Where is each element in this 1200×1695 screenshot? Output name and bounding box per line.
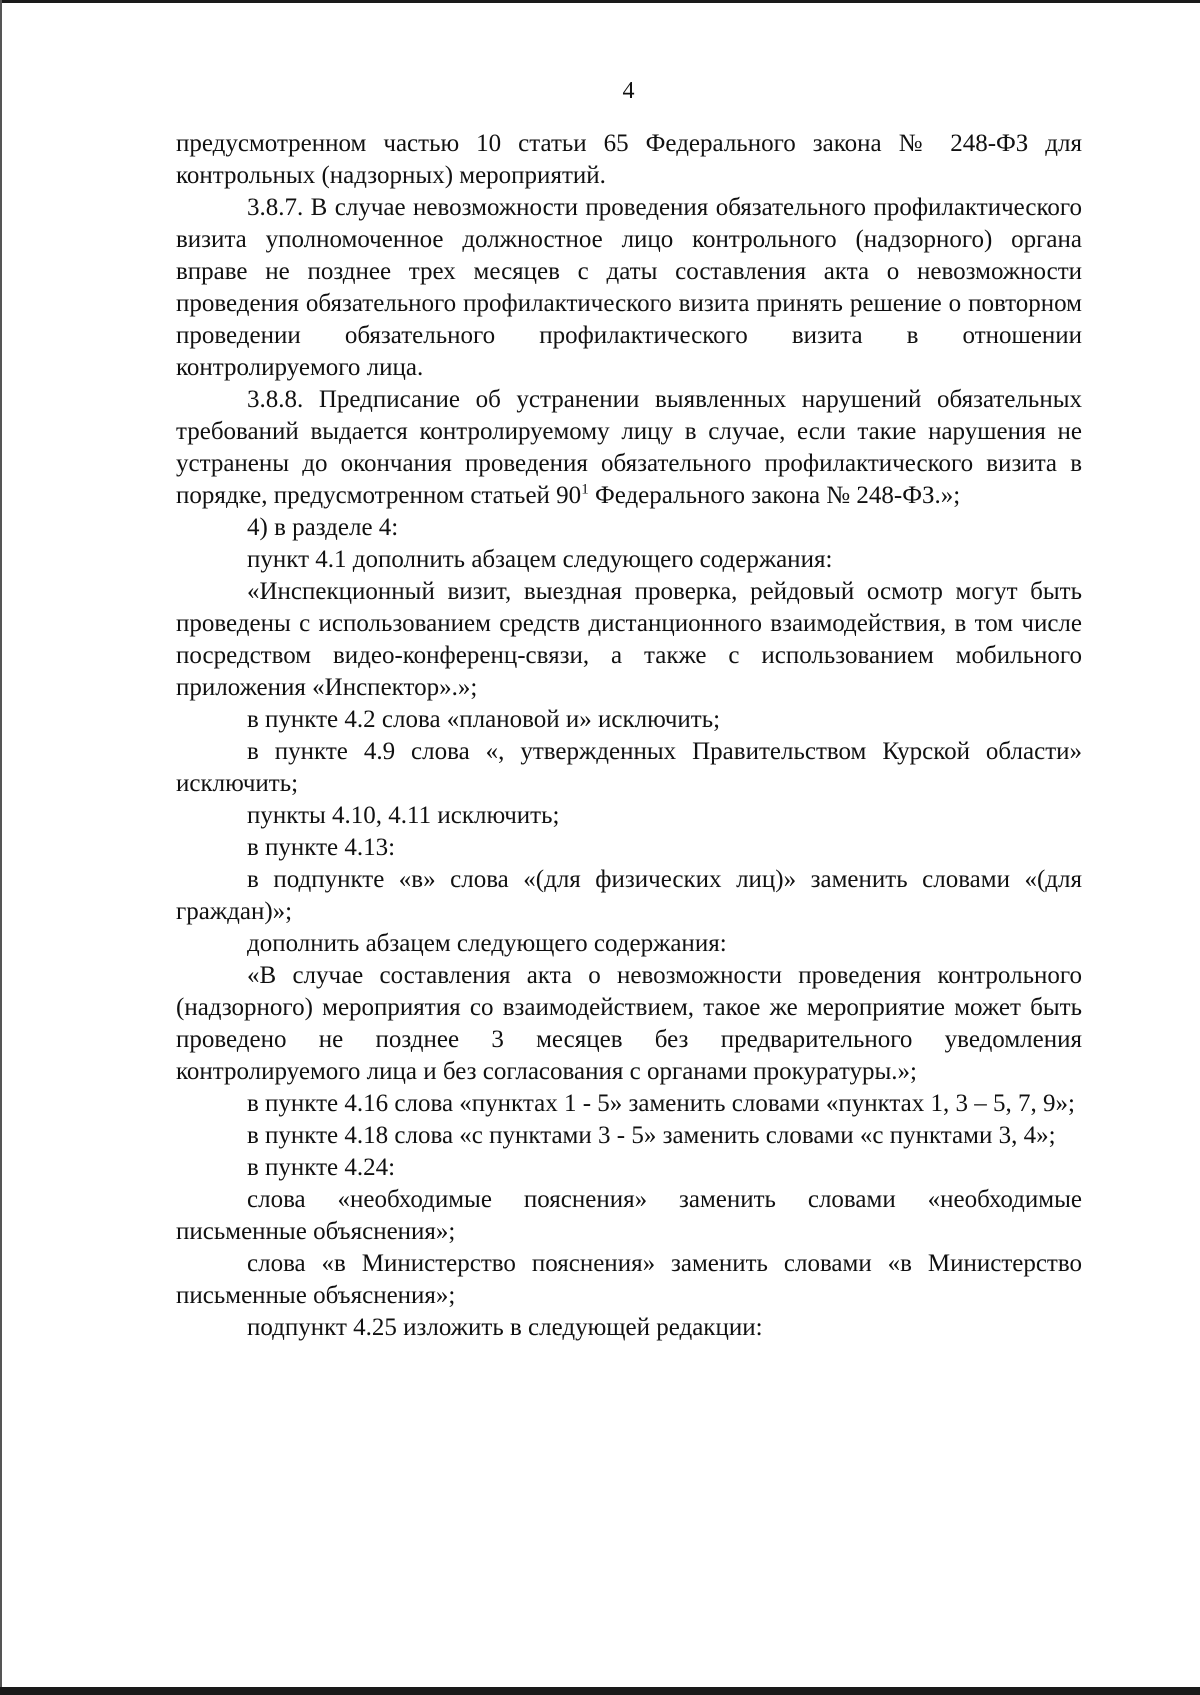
paragraph: подпункт 4.25 изложить в следующей редакции:: [247, 1314, 763, 1341]
paragraph: слова «необходимые пояснения» заменить словами «необходимые письменные объяснения»;: [176, 1186, 1082, 1245]
paragraph: 3.8.7. В случае невозможности проведения обязательного профилактического визита уполномоченное должностное лицо контрольного (надзорного) органа вправе не позднее трех месяцев с даты составления акта о невозможности проведения обязательного профилактического визита принять решение о повторном проведении обязательного профилактического визита в отношении контролируемого лица.: [176, 194, 1082, 381]
paragraph: в пункте 4.13:: [247, 834, 396, 861]
page-number: 4: [622, 78, 635, 104]
paragraph: [176, 384, 1082, 512]
paragraph-text: 3.8.8. Предписание об устранении выявленных нарушений обязательных требований выдается контролируемому лицу в случае, если такие нарушения не устранены до окончания проведения обязательного профилактического визита в порядке, предусмотренном статьей 90: [176, 386, 1082, 509]
paragraph: в пункте 4.24:: [247, 1154, 396, 1181]
paragraph: слова «в Министерство пояснения» заменить словами «в Министерство письменные объяснения»;: [176, 1250, 1082, 1309]
page-border-top: [0, 0, 1200, 3]
paragraph: 4) в разделе 4:: [247, 514, 399, 541]
paragraph: в пункте 4.16 слова «пунктах 1 - 5» заменить словами «пунктах 1, 3 – 5, 7, 9»;: [247, 1090, 1075, 1117]
paragraph: в пункте 4.2 слова «плановой и» исключить;: [247, 706, 721, 733]
page-border-left: [0, 0, 2, 1695]
paragraph: в пункте 4.18 слова «с пунктами 3 - 5» заменить словами «с пунктами 3, 4»;: [247, 1122, 1056, 1149]
page-border-bottom: [0, 1687, 1200, 1695]
paragraph: пункты 4.10, 4.11 исключить;: [247, 802, 560, 829]
paragraph: в пункте 4.9 слова «, утвержденных Правительством Курской области» исключить;: [176, 738, 1082, 797]
paragraph: пункт 4.1 дополнить абзацем следующего содержания:: [247, 546, 833, 573]
document-body: [176, 128, 1082, 1344]
paragraph: «В случае составления акта о невозможности проведения контрольного (надзорного) мероприятия со взаимодействием, такое же мероприятие может быть проведено не позднее 3 месяцев без предварительного уведомления контролируемого лица и без согласования с органами прокуратуры.»;: [176, 962, 1082, 1085]
paragraph: «Инспекционный визит, выездная проверка, рейдовый осмотр могут быть проведены с использованием средств дистанционного взаимодействия, в том числе посредством видео-конференц-связи, а также с использованием мобильного приложения «Инспектор».»;: [176, 578, 1082, 701]
paragraph: в подпункте «в» слова «(для физических лиц)» заменить словами «(для граждан)»;: [176, 866, 1082, 925]
paragraph-tail: Федерального закона № 248-ФЗ.»;: [588, 482, 961, 509]
superscript: 1: [581, 481, 589, 498]
paragraph: предусмотренном частью 10 статьи 65 Федерального закона № 248-ФЗ для контрольных (надзорных) мероприятий.: [176, 130, 1082, 189]
paragraph: дополнить абзацем следующего содержания:: [247, 930, 727, 957]
